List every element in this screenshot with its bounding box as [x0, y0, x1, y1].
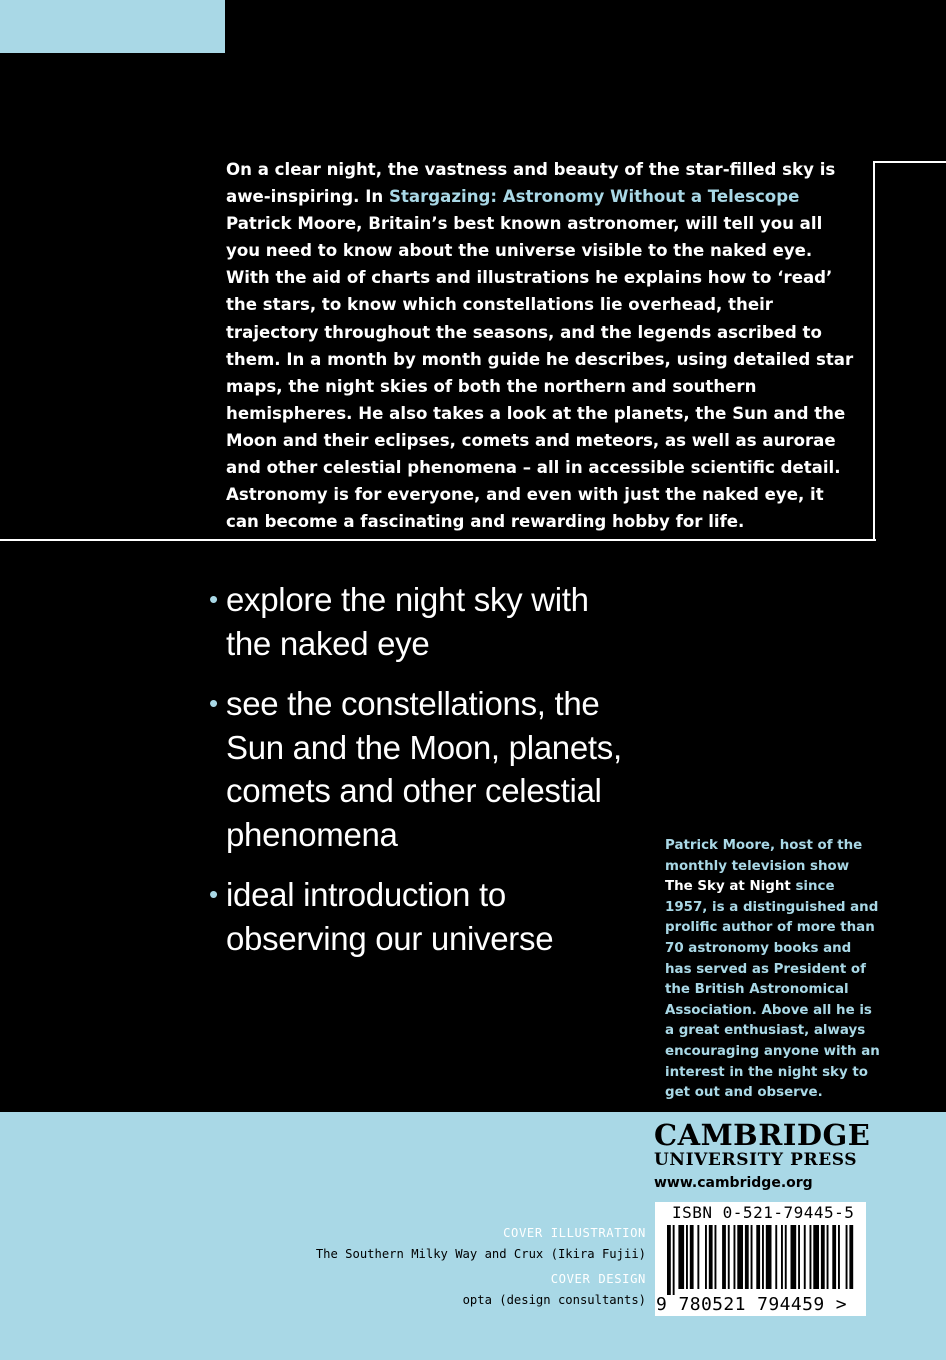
barcode-icon [655, 1225, 866, 1295]
frame-line-vertical [873, 161, 875, 541]
feature-item [206, 682, 636, 856]
design-label: COVER DESIGN [550, 1272, 646, 1286]
frame-line-horizontal [0, 539, 876, 541]
cover-credits [316, 1223, 646, 1311]
publisher-name: CAMBRIDGE [654, 1118, 871, 1152]
bio-intro: Patrick Moore, host of the monthly television show [665, 838, 863, 874]
book-blurb [226, 156, 854, 535]
show-title: The Sky at Night [665, 879, 791, 895]
feature-text: ideal introduction to observing our universe [226, 876, 554, 957]
bullet-dot-icon: • [209, 688, 218, 718]
feature-text: explore the night sky with the naked eye [226, 581, 589, 662]
blurb-intro: On a clear night, the vastness and beauty of the star-filled sky is awe-inspiring. In [226, 160, 836, 207]
feature-list [206, 578, 636, 977]
feature-item [206, 873, 636, 960]
author-bio [665, 836, 880, 1104]
publisher-press: UNIVERSITY PRESS [654, 1150, 858, 1170]
design-value: opta (design consultants) [462, 1293, 646, 1307]
isbn-text: ISBN 0-521-79445-5 [672, 1203, 855, 1222]
feature-text: see the constellations, the Sun and the Moon, planets, comets and other celestial phenomena [226, 685, 622, 853]
frame-line-top [873, 161, 946, 163]
bullet-dot-icon: • [209, 584, 218, 614]
bullet-dot-icon: • [209, 879, 218, 909]
illustration-label: COVER ILLUSTRATION [503, 1226, 646, 1240]
barcode-digits: 9 780521 794459 > [656, 1294, 848, 1315]
blurb-body: Patrick Moore, Britain’s best known astronomer, will tell you all you need to know about the universe visible to the naked eye. With the aid of charts and illustrations he explains how to ‘read’ the stars, to know which constellations lie overhead, their trajectory throughout the seasons, and the legends ascribed to them. In a month by month guide he describes, using detailed star maps, the night skies of both the northern and southern hemispheres. He also takes a look at the planets, the Sun and the Moon and their eclipses, comets and meteors, as well as aurorae and other celestial phenomena – all in accessible scientific detail. Astronomy is for everyone, and even with just the naked eye, it can become a fascinating and rewarding hobby for life. [226, 214, 854, 532]
book-title: Stargazing: Astronomy Without a Telescope [389, 187, 800, 207]
publisher-logo [654, 1120, 870, 1196]
feature-item [206, 578, 636, 665]
top-color-tab [0, 0, 225, 53]
publisher-website[interactable]: www.cambridge.org [654, 1175, 813, 1191]
illustration-value: The Southern Milky Way and Crux (Ikira Fujii) [315, 1247, 646, 1261]
bio-body: since 1957, is a distinguished and prolific author of more than 70 astronomy books and has served as President of the British Astronomical Association. Above all he is a great enthusiast, always encouraging anyone with an interest in the night sky to get out and observe. [665, 879, 880, 1101]
